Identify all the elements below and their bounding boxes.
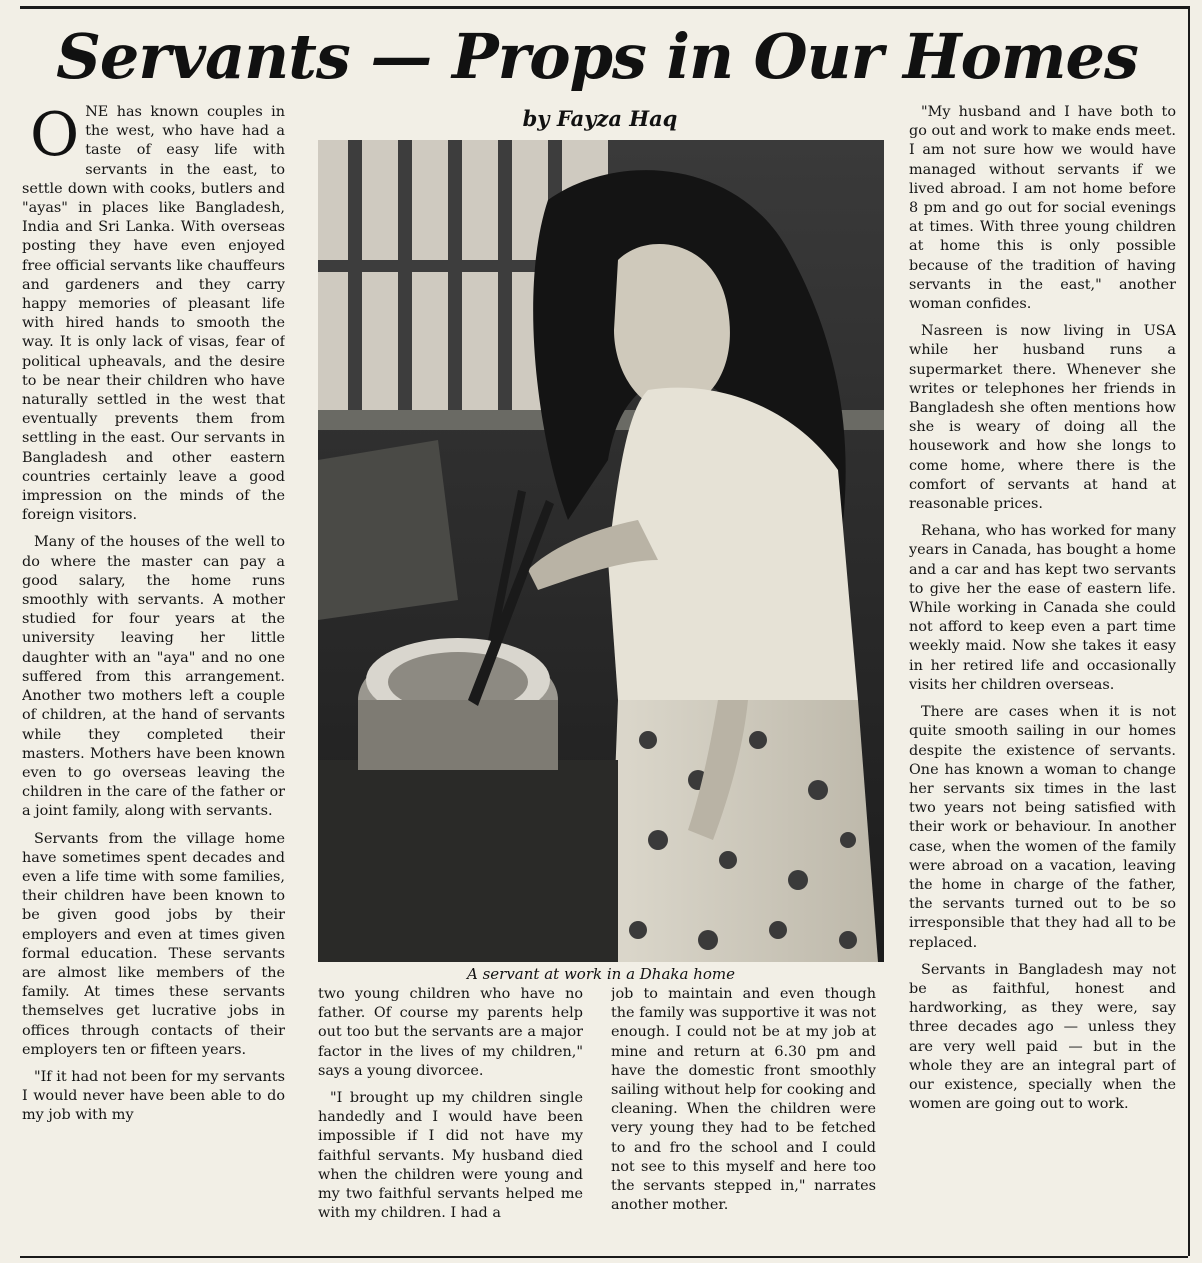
article-paragraph: Servants in Bangladesh may not be as faithful, honest and hardworking, as they were, say three decades ago — unless they are very well paid — but in the whole they are an integral part of our existence, specially when the women are going out to work. <box>909 961 1176 1113</box>
drop-cap: O <box>30 103 80 170</box>
article-paragraph: two young children who have no father. Of course my parents help out too but the servants are a major factor in the lives of my children," says a young divorcee. <box>318 986 583 1079</box>
article-paragraph: Many of the houses of the well to do where the master can pay a good salary, the home runs smoothly with servants. A mother studied for four years at the university leaving her little daughter with an "aya" and no one suffered from this arrangement. Another two mothers left a couple of children, at the hand of servants while they completed their masters. Mothers have been known even to go overseas leaving the children in the care of the father or a joint family, along with servants. <box>22 534 285 820</box>
photo-of-girl-cooking-icon <box>318 140 884 962</box>
article-paragraph: "If it had not been for my servants I would never have been able to do my job with my <box>22 1068 285 1124</box>
article-paragraph: Nasreen is now living in USA while her husband runs a supermarket there. Whenever she writes or telephones her friends in Bangladesh she often mentions how she is weary of doing all the housework and how she longs to come home, where there is the comfort of servants at hand at reasonable prices. <box>909 323 1176 513</box>
article-paragraph: Servants from the village home have sometimes spent decades and even a life time with some families, their children have been known to be given good jobs by their employers and even at times given formal education. These servants are almost like members of the family. At times these servants themselves get lucrative jobs in offices through contacts of their employers ten or fifteen years. <box>22 830 285 1058</box>
article-paragraph: ONE has known couples in the west, who have had a taste of easy life with servants in the east, to settle down with cooks, butlers and "ayas" in places like Bangladesh, India and Sri Lanka. With overseas posting they have even enjoyed free official servants like chauffeurs and gardeners and they carry happy memories of pleasant life with hired hands to smooth the way. It is only lack of visas, fear of political upheavals, and the desire to be near their children who have naturally settled in the west that eventually prevents them from settling in the east. Our servants in Bangladesh and other eastern countries certainly leave a good impression on the minds of the foreign visitors. <box>22 103 285 524</box>
article-paragraph: There are cases when it is not quite smooth sailing in our homes despite the existence of servants. One has known a woman to change her servants six times in the last two years not being satisfied with their work or behaviour. In another case, when the women of the family were abroad on a vacation, leaving the home in charge of the father, the servants turned out to be so irresponsible that they had all to be replaced. <box>909 704 1176 951</box>
article-paragraph: Rehana, who has worked for many years in Canada, has bought a home and a car and has kept two servants to give her the ease of eastern life. While working in Canada she could not afford to keep even a part time weekly maid. Now she takes it easy in her retired life and occasionally visits her children overseas. <box>909 523 1176 693</box>
bottom-rule <box>20 1256 1188 1258</box>
article-byline: by Fayza Haq <box>522 106 678 131</box>
side-rule <box>1188 6 1190 1256</box>
top-rule <box>20 6 1188 9</box>
article-paragraph: job to maintain and even though the family was supportive it was not enough. I could not be at my job at mine and return at 6.30 pm and have the domestic front smoothly sailing without help for cooking and cleaning. When the children were very young they had to be fetched to and fro the school and I could not see to this myself and here too the servants stepped in," narrates another mother. <box>611 986 876 1214</box>
article-photo <box>318 140 884 962</box>
article-paragraph: "My husband and I have both to go out and work to make ends meet. I am not sure how we would have managed without servants if we lived abroad. I am not home before 8 pm and go out for social evenings at times. With three young children at home this is only possible because of the tradition of having servants in the east," another woman confides. <box>909 104 1176 313</box>
article-headline: Servants — Props in Our Homes <box>56 20 1138 93</box>
article-column-2 <box>318 985 583 1255</box>
article-column-3 <box>611 985 876 1255</box>
article-column-1 <box>22 103 285 1253</box>
photo-caption: A servant at work in a Dhaka home <box>466 965 735 983</box>
article-paragraph: "I brought up my children single handedly and I would have been impossible if I did not have my faithful servants. My husband died when the children were young and my two faithful servants helped me with my children. I had a <box>318 1090 583 1222</box>
article-column-4 <box>909 103 1176 1253</box>
